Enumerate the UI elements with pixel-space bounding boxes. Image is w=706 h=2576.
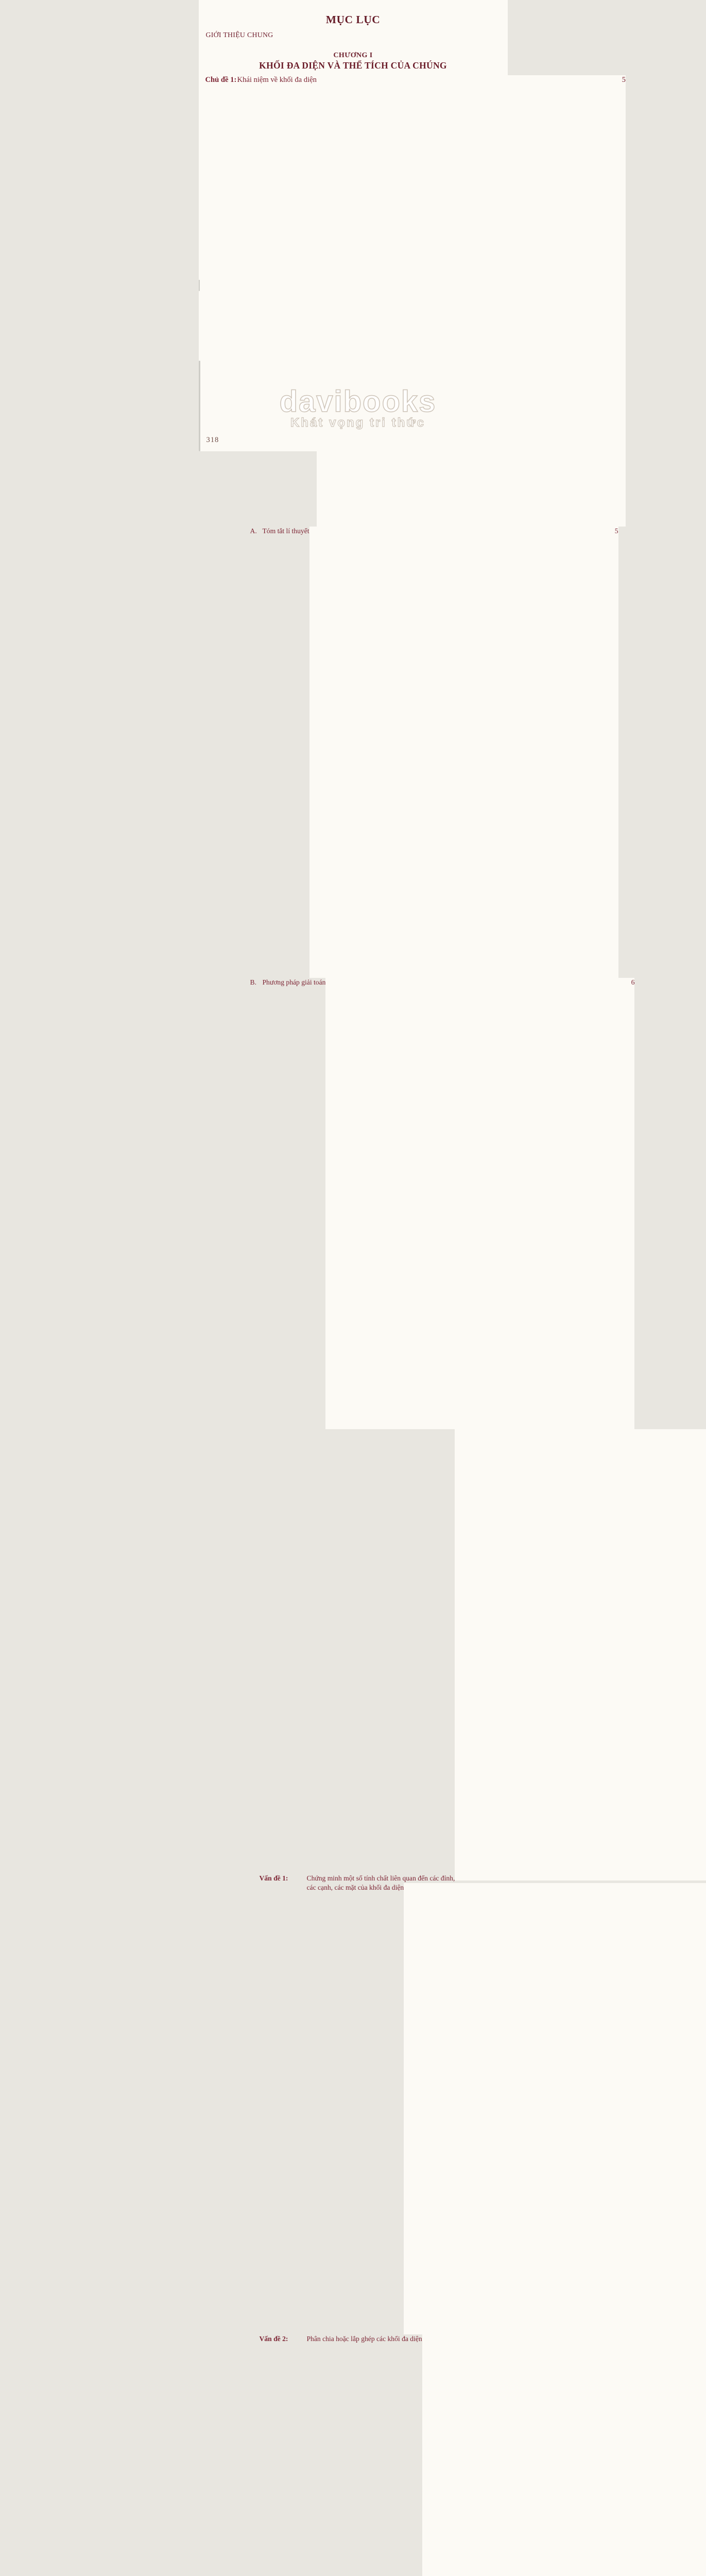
watermark-slogan-text: Khát vọng tri thức: [290, 416, 426, 430]
toc-row: [205, 75, 626, 527]
toc-row: [205, 1883, 497, 2334]
scan-edge-artifact: [199, 280, 200, 291]
toc-row: [205, 527, 618, 978]
toc-row-text: các cạnh, các mặt của khối đa diện: [306, 1884, 404, 1892]
toc-row-label: Chủ đề 1:: [205, 76, 237, 84]
toc-row-text: Phương pháp giải toán: [262, 978, 326, 986]
chapter-heading: [199, 52, 508, 71]
toc-row-label: Vấn đề 1:: [259, 1874, 288, 1882]
toc-row-label: A.: [250, 527, 257, 535]
toc-page-number: [404, 1883, 706, 2334]
intro-heading: GIỚI THIỆU CHUNG: [205, 31, 273, 39]
page-title: MỤC LỤC: [325, 13, 381, 26]
folio-page-number: 318: [206, 436, 219, 444]
toc-row: [205, 2334, 497, 2576]
toc-page-number: [455, 1429, 706, 1880]
toc-row-text: Phân chia hoặc lắp ghép các khối đa diện: [306, 2335, 422, 2343]
toc-row-text: Tóm tắt lí thuyết: [262, 527, 309, 535]
scan-edge-artifact: [199, 361, 200, 451]
toc-row: [205, 1429, 497, 1883]
toc-page-number: 5: [317, 75, 626, 527]
toc-row-label: Vấn đề 2:: [259, 2335, 288, 2343]
toc-page-number: [422, 2334, 706, 2576]
book-toc-page: [199, 0, 635, 2343]
watermark-brand-text: davibooks: [279, 385, 437, 418]
toc-list: [205, 75, 635, 2576]
toc-row: [205, 978, 635, 1429]
toc-row-text: Khái niệm về khối đa diện: [237, 76, 317, 84]
toc-page-number: 6: [325, 978, 634, 1429]
chapter-title: KHỐI ĐA DIỆN VÀ THỂ TÍCH CỦA CHÚNG: [259, 60, 447, 71]
toc-page-number: 5: [309, 527, 618, 978]
toc-row-label: B.: [250, 978, 256, 986]
toc-row-text: Chứng minh một số tính chất liên quan đến các đỉnh,: [306, 1874, 455, 1882]
chapter-label: CHƯƠNG I: [333, 52, 373, 59]
